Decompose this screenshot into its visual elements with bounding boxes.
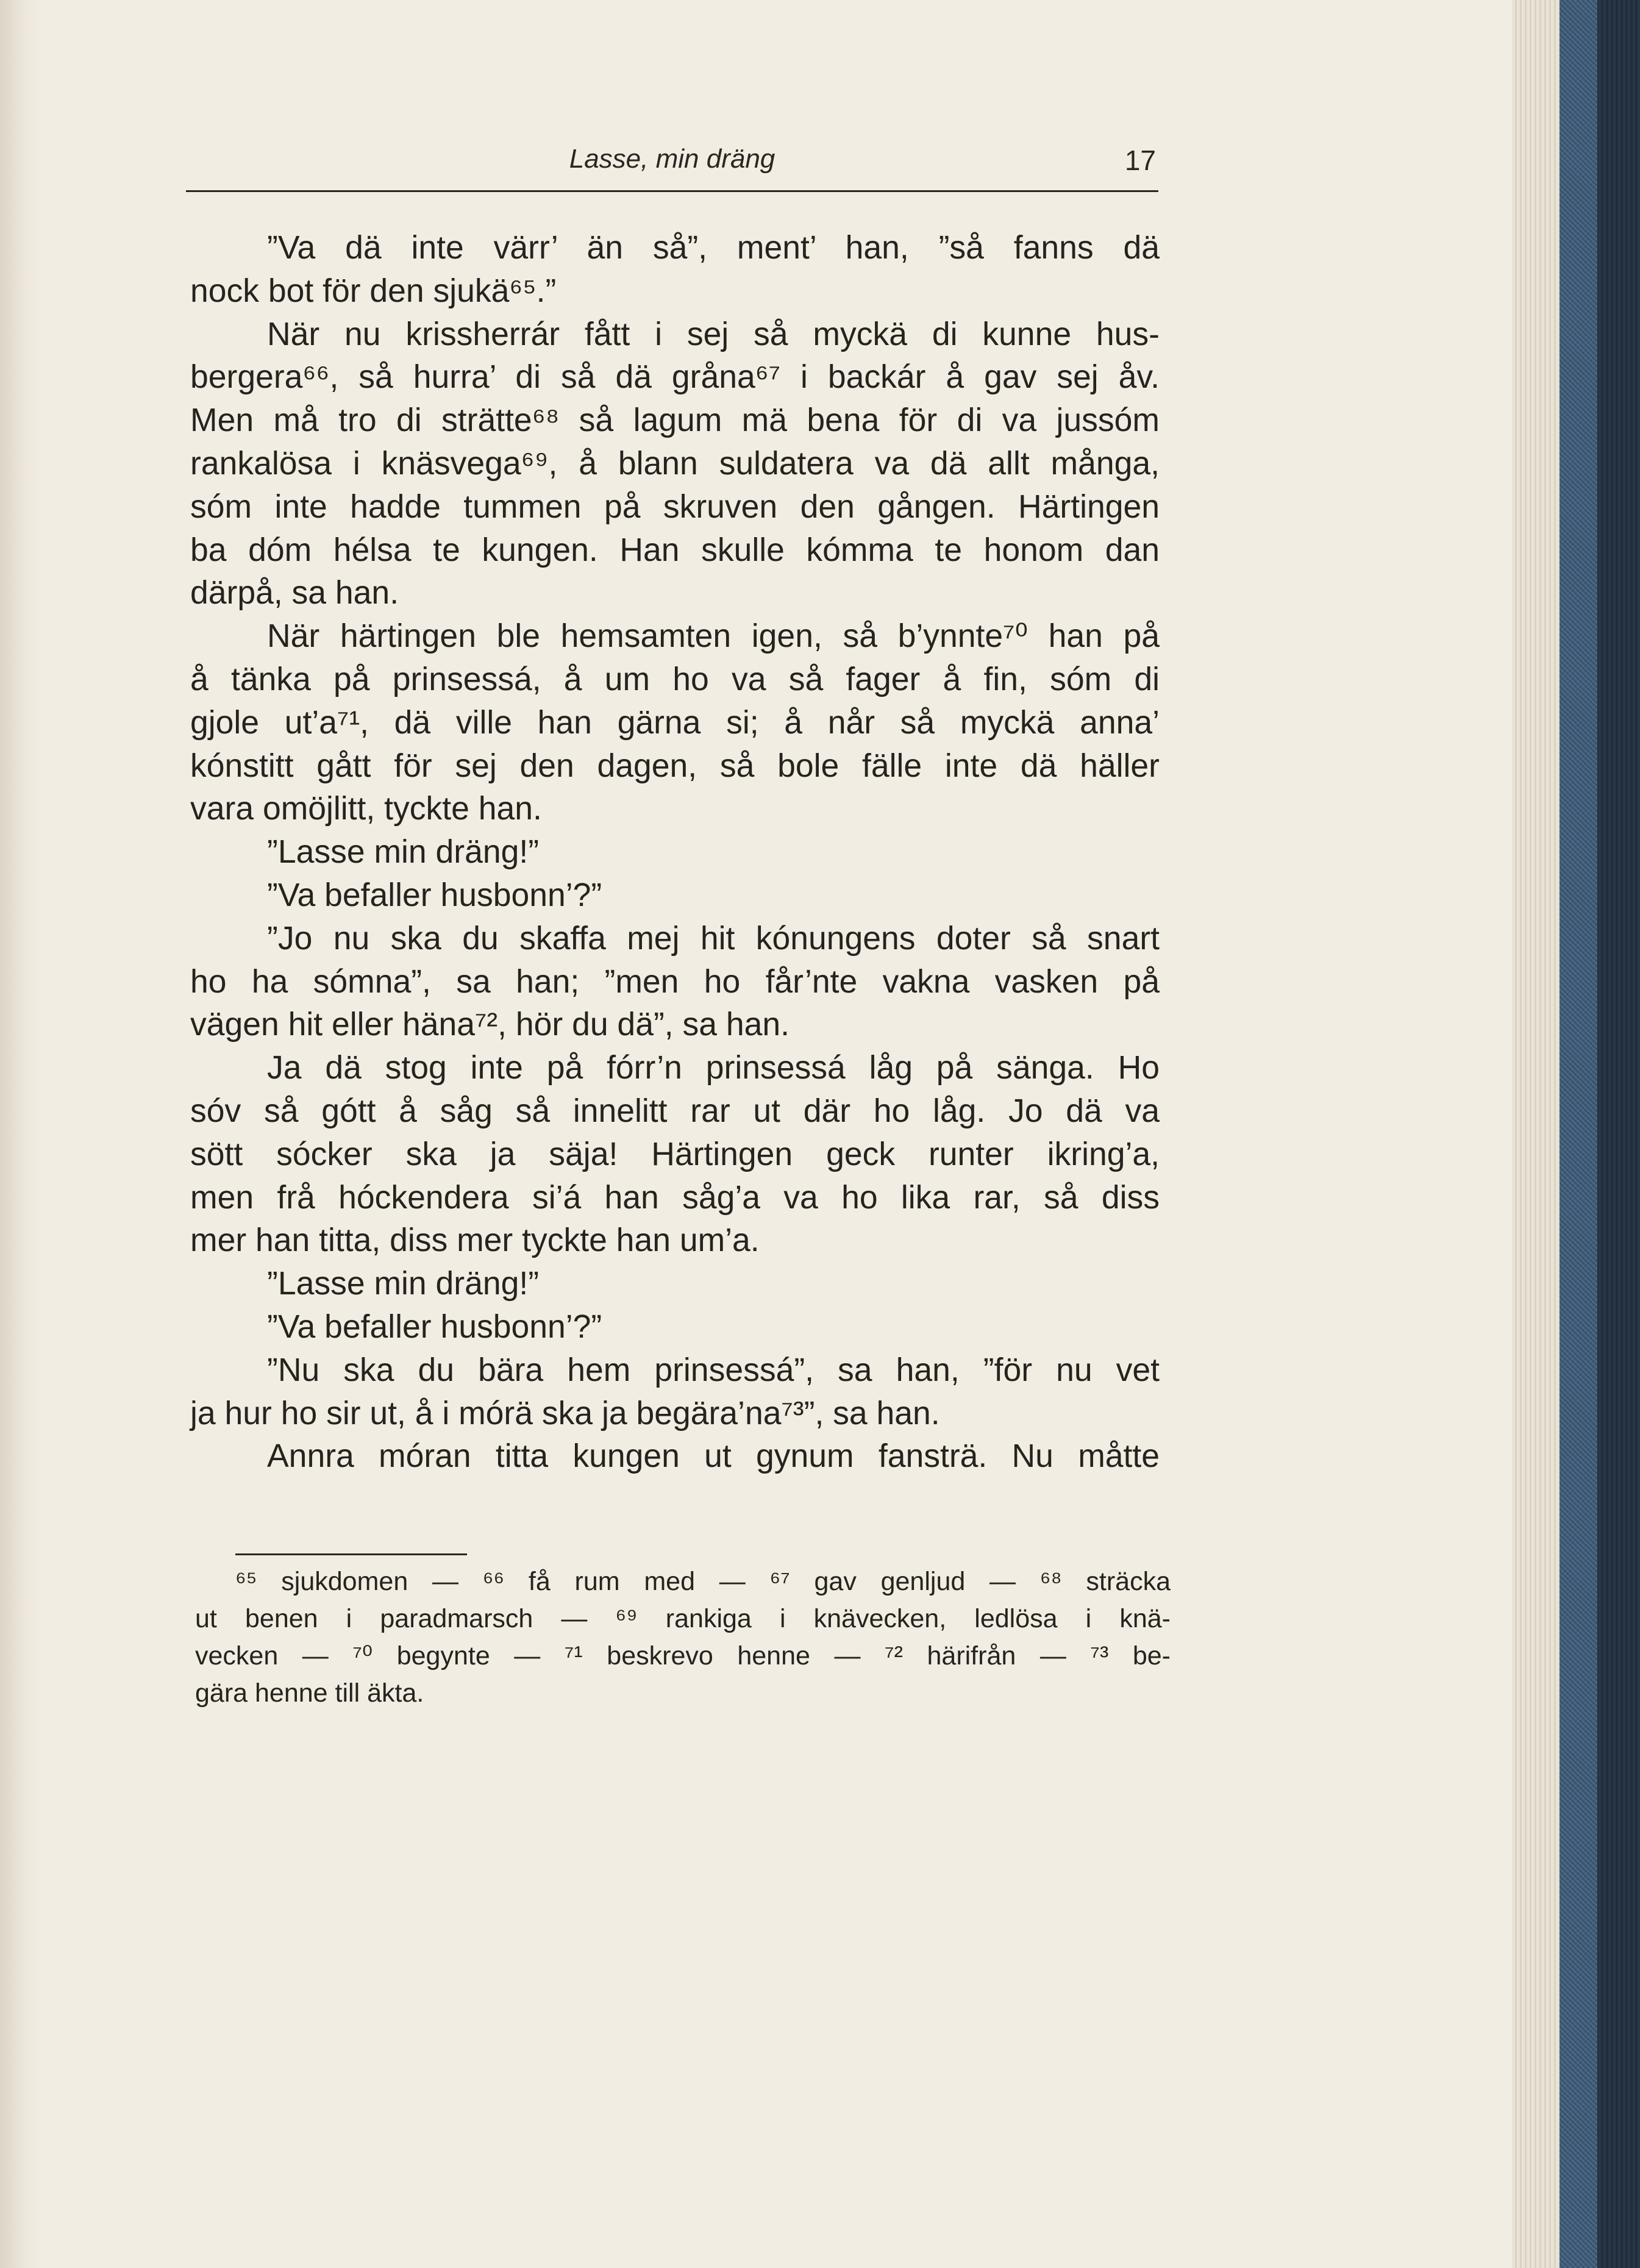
text-line: ”Va befaller husbonn’?”	[267, 1308, 602, 1345]
page-gutter-shadow	[0, 0, 43, 2268]
text-line: sött sócker ska ja säja! Härtingen geck runter ikring’a,	[190, 1136, 1160, 1172]
text-line: bergera⁶⁶, så hurra’ di så dä gråna⁶⁷ i backár å gav sej åv.	[190, 359, 1160, 396]
text-line: ”Lasse min dräng!”	[267, 1266, 540, 1302]
text-line: ho ha sómna”, sa han; ”men ho får’nte vakna vasken på	[190, 963, 1160, 1000]
running-head	[186, 138, 1158, 192]
text-line: Ja dä stog inte på fórr’n prinsessá låg på sänga. Ho	[267, 1050, 1160, 1086]
text-line: ja hur ho sir ut, å i mórä ska ja begära’na⁷³”, sa han.	[190, 1395, 940, 1432]
text-line: mer han titta, diss mer tyckte han um’a.	[190, 1222, 760, 1259]
text-line: När nu krissherrár fått i sej så myckä di kunne hus-	[267, 316, 1160, 352]
text-line: ”Nu ska du bära hem prinsessá”, sa han, ”för nu vet	[267, 1352, 1160, 1388]
footnote-line: vecken — ⁷⁰ begynte — ⁷¹ beskrevo henne — ⁷² härifrån — ⁷³ be-	[195, 1641, 1171, 1671]
text-line: ”Va dä inte värr’ än så”, ment’ han, ”så fanns dä	[267, 230, 1160, 266]
text-line: å tänka på prinsessá, å um ho va så fager å fin, sóm di	[190, 661, 1160, 697]
text-line: kónstitt gått för sej den dagen, så bole fälle inte dä häller	[190, 747, 1160, 784]
text-line: ba dóm hélsa te kungen. Han skulle kómma te honom dan	[190, 532, 1160, 568]
page-number: 17	[1124, 144, 1156, 176]
body-text	[190, 227, 1160, 1478]
text-line: men frå hóckendera si’á han såg’a va ho lika rar, så diss	[190, 1179, 1160, 1216]
text-line: sóm inte hadde tummen på skruven den gången. Härtingen	[190, 488, 1160, 525]
footnotes	[195, 1563, 1171, 1712]
running-head-title: Lasse, min dräng	[569, 144, 775, 174]
footnote-rule	[235, 1553, 467, 1555]
footnote-line: gära henne till äkta.	[195, 1678, 424, 1708]
text-line: nock bot för den sjukä⁶⁵.”	[190, 273, 557, 309]
text-line: gjole ut’a⁷¹, dä ville han gärna si; å når så myckä anna’	[190, 704, 1160, 741]
book-cover-edge	[1597, 0, 1640, 2268]
text-line: rankalösa i knäsvega⁶⁹, å blann suldatera va dä allt många,	[190, 445, 1160, 482]
text-line: vara omöjlitt, tyckte han.	[190, 791, 542, 827]
text-line: Men må tro di strätte⁶⁸ så lagum mä bena för di va jussóm	[190, 402, 1160, 439]
footnote-line: ⁶⁵ sjukdomen — ⁶⁶ få rum med — ⁶⁷ gav genljud — ⁶⁸ sträcka	[235, 1567, 1171, 1596]
text-line: Annra móran titta kungen ut gynum fansträ. Nu måtte	[267, 1438, 1160, 1475]
text-line: ”Jo nu ska du skaffa mej hit kónungens doter så snart	[267, 920, 1160, 957]
text-line: vägen hit eller häna⁷², hör du dä”, sa han.	[190, 1007, 790, 1043]
text-line: därpå, sa han.	[190, 575, 399, 612]
page-stack-edges	[1512, 0, 1560, 2268]
footnote-line: ut benen i paradmarsch — ⁶⁹ rankiga i knävecken, ledlösa i knä-	[195, 1604, 1171, 1633]
text-line: ”Lasse min dräng!”	[267, 834, 540, 871]
text-line: sóv så gótt å såg så innelitt rar ut där ho låg. Jo dä va	[190, 1093, 1160, 1129]
text-line: ”Va befaller husbonn’?”	[267, 877, 602, 913]
text-line: När härtingen ble hemsamten igen, så b’ynnte⁷⁰ han på	[267, 618, 1160, 655]
